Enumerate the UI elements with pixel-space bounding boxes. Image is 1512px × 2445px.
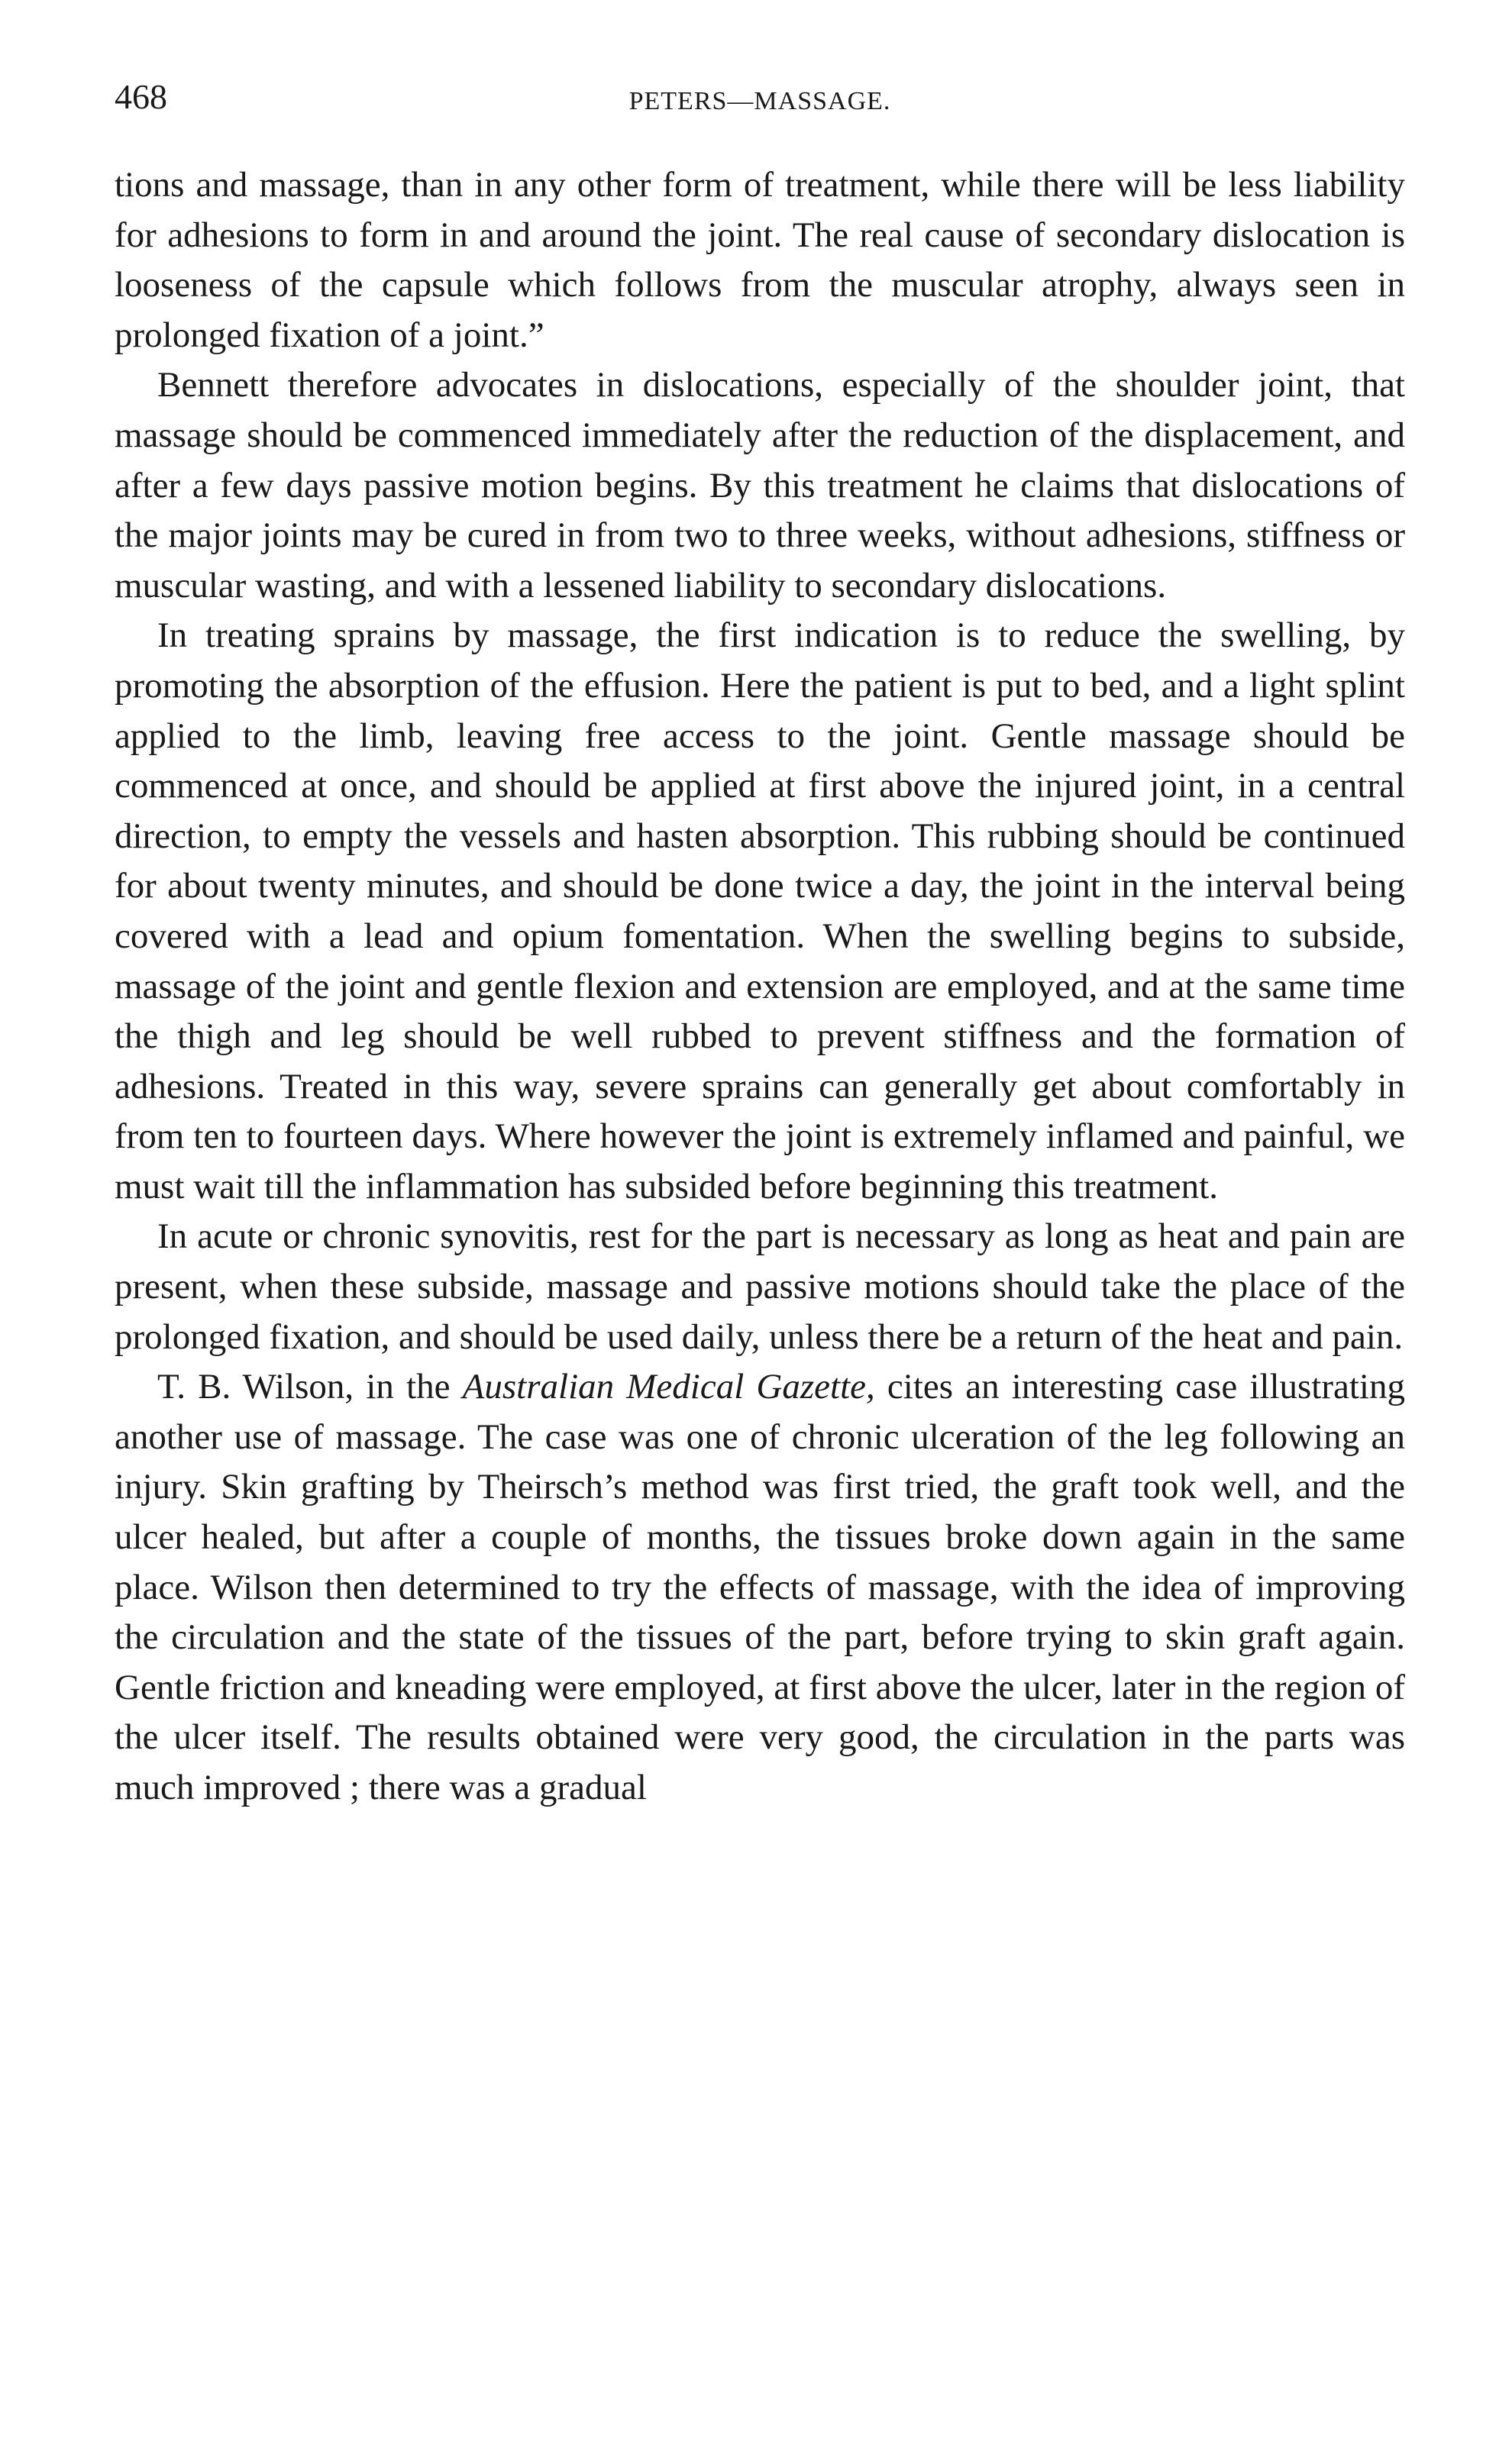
paragraph-wilson — [115, 1362, 1405, 1813]
page-number: 468 — [115, 77, 167, 116]
paragraph-sprains: In treating sprains by massage, the first indication is to reduce the swelling, by promoting the absorption of the effusion. Here the patient is put to bed, and a light splint applied to the limb, leaving free access to the joint. Gentle massage should be commenced at once, and should be applied at first above the injured joint, in a central direction, to empty the vessels and hasten absorption. This rubbing should be continued for about twenty minutes, and should be done twice a day, the joint in the interval being covered with a lead and opium fomentation. When the swelling begins to subside, massage of the joint and gentle flexion and extension are employed, and at the same time the thigh and leg should be well rubbed to prevent stiffness and the formation of adhesions. Treated in this way, severe sprains can generally get about comfortably in from ten to fourteen days. Where however the joint is extremely inflamed and painful, we must wait till the inflammation has subsided before beginning this treatment. — [115, 615, 1405, 1206]
page-header — [115, 76, 1405, 160]
wilson-text-start: T. B. Wilson, in the — [157, 1367, 463, 1407]
journal-title: Australian Medical Gazette, — [462, 1367, 875, 1407]
body-text — [115, 160, 1405, 1814]
running-head: PETERS—MASSAGE. — [628, 87, 891, 115]
paragraph-synovitis: In acute or chronic synovitis, rest for the part is necessary as long as heat and pain are present, when these subside, massage and passive motions should take the place of the prolonged fixation, and should be used daily, unless there be a return of the heat and pain. — [115, 1216, 1405, 1357]
paragraph-continuation: tions and massage, than in any other form of treatment, while there will be less liability for adhesions to form in and around the joint. The real cause of secondary dislocation is looseness of the capsule which follows from the muscular atrophy, always seen in prolonged fixation of a joint.” — [115, 165, 1405, 355]
paragraph-bennett: Bennett therefore advocates in dislocations, especially of the shoulder joint, that massage should be commenced immediately after the reduction of the displacement, and after a few days passive motion begins. By this treatment he claims that dislocations of the major joints may be cured in from two to three weeks, without adhesions, stiffness or muscular wasting, and with a lessened liability to secondary dislocations. — [115, 365, 1405, 606]
wilson-text-rest: cites an interesting case illustrating another use of massage. The case was one of chronic ulceration of the leg following an injury. Skin grafting by Theirsch’s method was first tried, the graft took well, and the ulcer healed, but after a couple of months, the tissues broke down again in the same place. Wilson then determined to try the effects of massage, with the idea of improving the circulation and the state of the tissues of the part, before trying to skin graft again. Gentle friction and kneading were employed, at first above the ulcer, later in the region of the ulcer itself. The results obtained were very good, the circulation in the parts was much improved ; there was a gradual — [115, 1367, 1405, 1807]
